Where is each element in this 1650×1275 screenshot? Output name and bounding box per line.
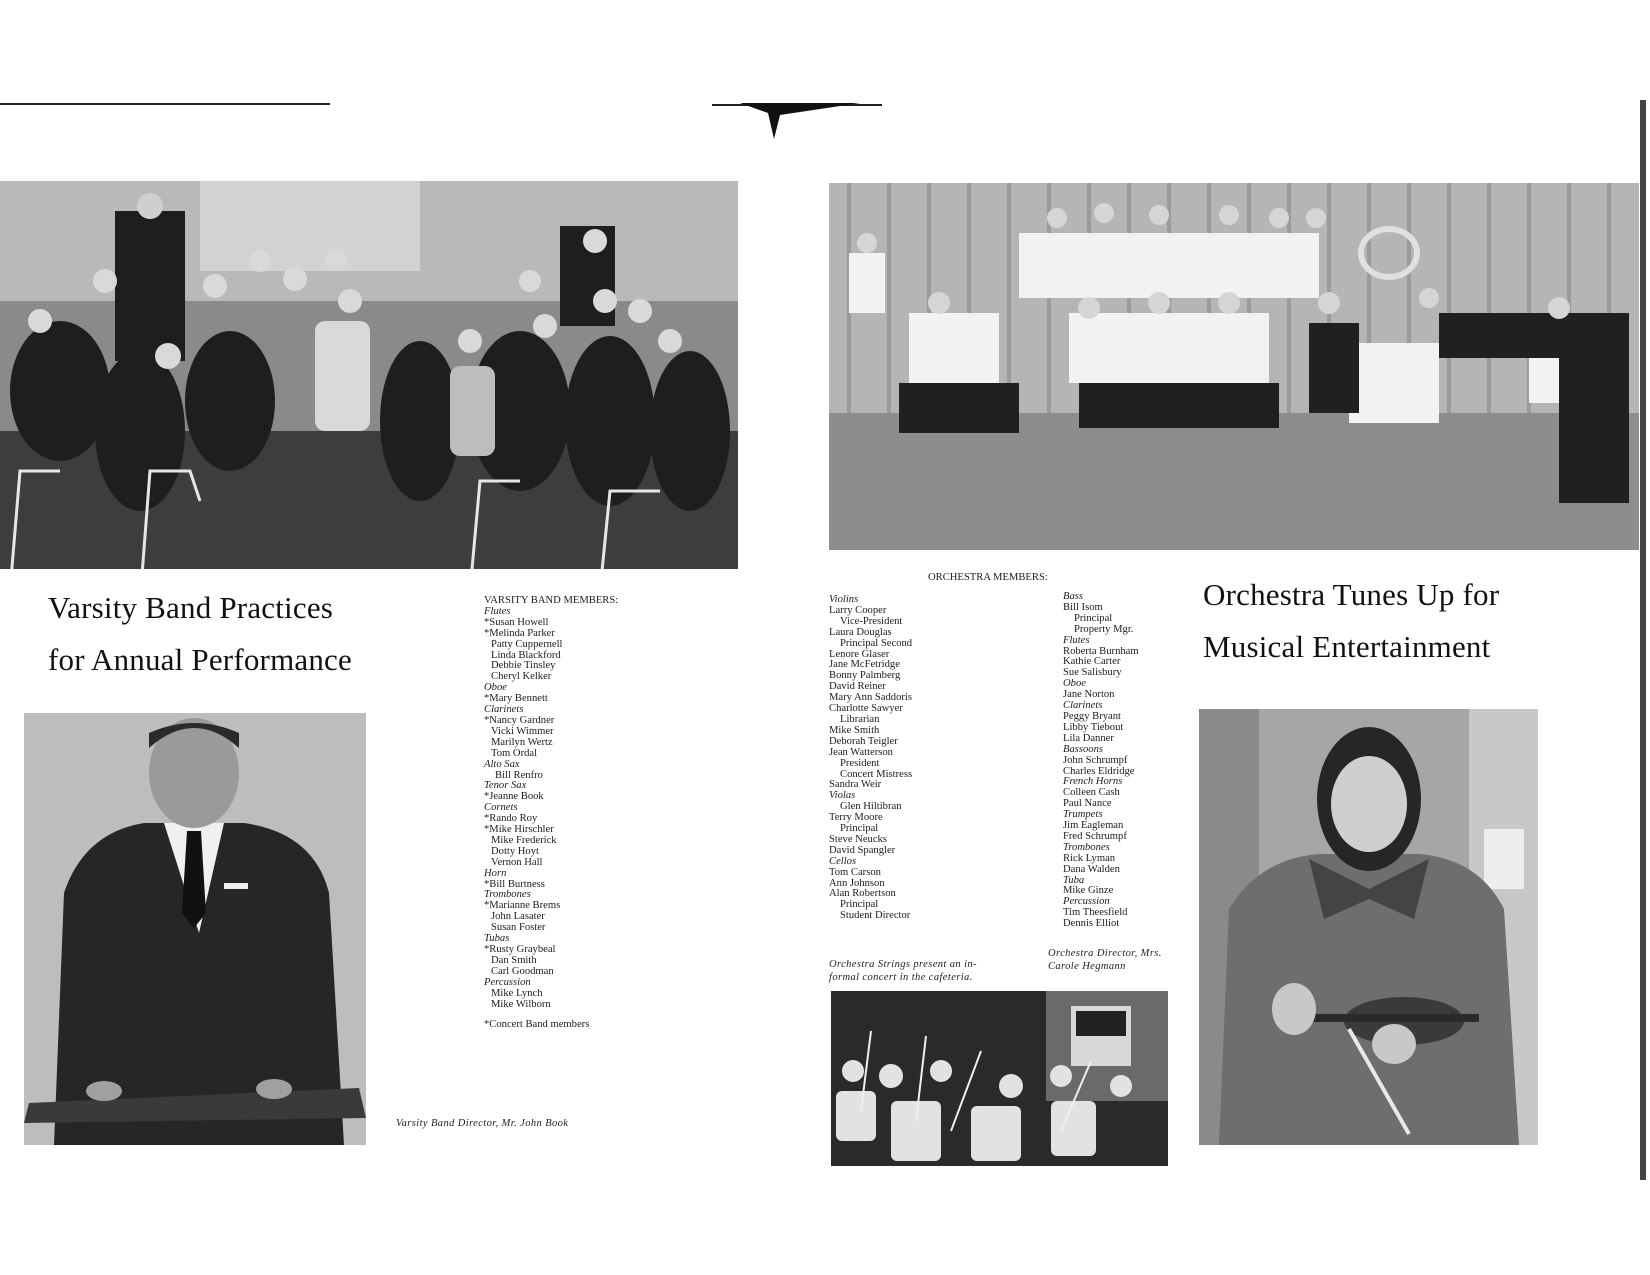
orchestra-group-photo	[829, 183, 1639, 550]
member-entry: Glen Hiltibran	[840, 801, 902, 813]
member-entry: Ann Johnson	[829, 877, 885, 889]
member-entry: Tim Theesfield	[1063, 907, 1128, 919]
right-scan-edge	[1640, 100, 1646, 1180]
member-entry: Principal	[1074, 612, 1113, 624]
orchestra-headline-line2: Musical Entertainment	[1203, 629, 1491, 664]
member-entry: Bill Renfro	[495, 769, 543, 781]
section-label: Alto Sax	[484, 758, 520, 770]
member-entry: Linda Blackford	[491, 649, 561, 661]
strings-caption	[829, 958, 977, 984]
orchestra-column-2-entries	[1063, 592, 1139, 930]
section-label: Trombones	[484, 889, 531, 901]
member-entry: Libby Tiebout	[1063, 721, 1124, 733]
member-entry: John Lasater	[491, 911, 545, 923]
orchestra-director-caption-line2: Carole Hegmann	[1048, 961, 1126, 972]
member-entry: Fred Schrumpf	[1063, 830, 1127, 842]
member-entry: Tom Carson	[829, 866, 881, 878]
member-entry: Colleen Cash	[1063, 787, 1120, 799]
member-entry: Paul Nance	[1063, 798, 1112, 810]
orchestra-director-caption	[1048, 947, 1162, 973]
member-entry: Jean Watterson	[829, 746, 893, 758]
section-label: Violins	[829, 594, 859, 605]
orchestra-director-photo	[1199, 709, 1538, 1145]
section-label: Trumpets	[1063, 809, 1103, 821]
band-footnote: *Concert Band members	[484, 1019, 590, 1031]
section-label: Flutes	[1063, 634, 1090, 646]
member-entry: Deborah Teigler	[829, 735, 898, 747]
member-entry: Dana Walden	[1063, 863, 1120, 875]
member-entry: Concert Mistress	[840, 768, 913, 780]
member-entry: David Reiner	[829, 681, 886, 693]
band-members-list	[484, 596, 618, 1031]
member-entry: President	[840, 757, 880, 769]
member-entry: Vernon Hall	[491, 856, 543, 868]
member-entry: Vice-President	[840, 615, 903, 627]
member-entry: *Mary Bennett	[484, 693, 548, 705]
binding-notch	[740, 103, 860, 143]
member-entry: Rick Lyman	[1063, 852, 1116, 864]
section-label: Percussion	[484, 976, 531, 988]
member-entry: *Bill Burtness	[484, 878, 545, 890]
section-label: Tuba	[1063, 874, 1085, 886]
member-entry: Lenore Glaser	[829, 648, 890, 660]
section-label: Bassoons	[1063, 743, 1104, 755]
section-label: Clarinets	[1063, 700, 1103, 712]
member-entry: Jane Norton	[1063, 689, 1115, 701]
member-entry: *Jeanne Book	[484, 791, 544, 803]
section-label: Tenor Sax	[484, 780, 527, 792]
member-entry: Tom Ordal	[491, 747, 538, 759]
section-label: Cellos	[829, 855, 857, 867]
band-headline	[48, 582, 352, 686]
orchestra-column-1	[829, 595, 912, 922]
member-entry: Dennis Elliot	[1063, 918, 1120, 930]
member-entry: Principal	[840, 899, 879, 911]
strings-caption-line1: Orchestra Strings present an in-	[829, 959, 977, 970]
member-entry: Dotty Hoyt	[491, 845, 539, 857]
member-entry: *Rusty Graybeal	[484, 944, 556, 955]
member-entry: Terry Moore	[829, 812, 883, 824]
section-label: Violas	[829, 790, 856, 802]
orchestra-headline-line1: Orchestra Tunes Up for	[1203, 577, 1500, 612]
member-entry: Carl Goodman	[491, 965, 554, 977]
member-entry: Patty Cuppernell	[491, 638, 563, 650]
member-entry: *Rando Roy	[484, 813, 538, 825]
member-entry: Dan Smith	[491, 954, 537, 966]
band-headline-line2: for Annual Performance	[48, 642, 352, 677]
member-entry: Mike Ginze	[1063, 885, 1114, 897]
orchestra-title: ORCHESTRA MEMBERS:	[928, 572, 1048, 583]
member-entry: Charlotte Sawyer	[829, 703, 903, 715]
section-label: French Horns	[1063, 776, 1123, 788]
member-entry: Larry Cooper	[829, 604, 887, 616]
member-entry: John Schrumpf	[1063, 754, 1128, 766]
orchestra-column-2	[1063, 592, 1139, 930]
member-entry: Property Mgr.	[1074, 623, 1134, 635]
member-entry: *Melinda Parker	[484, 627, 555, 639]
member-entry: Principal Second	[840, 637, 913, 649]
member-entry: Marilyn Wertz	[491, 736, 553, 748]
member-entry: Lila Danner	[1063, 732, 1114, 744]
member-entry: Jim Eagleman	[1063, 820, 1124, 832]
member-entry: Susan Foster	[491, 922, 546, 934]
member-entry: *Nancy Gardner	[484, 714, 555, 726]
member-entry: Roberta Burnham	[1063, 645, 1139, 657]
member-entry: Principal	[840, 823, 879, 835]
member-entry: Bonny Palmberg	[829, 670, 901, 682]
member-entry: Mike Frederick	[491, 834, 557, 846]
member-entry: Vicki Wimmer	[491, 725, 554, 737]
member-entry: *Susan Howell	[484, 616, 549, 628]
section-label: Trombones	[1063, 841, 1110, 853]
section-label: Percussion	[1063, 896, 1110, 908]
member-entry: Mary Ann Saddoris	[829, 692, 912, 704]
member-entry: Bill Isom	[1063, 601, 1103, 613]
member-entry: Debbie Tinsley	[491, 660, 556, 672]
member-entry: Cheryl Kelker	[491, 671, 552, 683]
section-label: Clarinets	[484, 704, 524, 716]
section-label: Flutes	[484, 605, 511, 617]
member-entry: Mike Smith	[829, 724, 880, 736]
orchestra-director-caption-line1: Orchestra Director, Mrs.	[1048, 948, 1162, 959]
band-members-title: VARSITY BAND MEMBERS:	[484, 595, 619, 606]
band-members-entries	[484, 607, 618, 1011]
member-entry: *Marianne Brems	[484, 900, 561, 912]
member-entry: Sue Salisbury	[1063, 667, 1122, 679]
band-director-caption: Varsity Band Director, Mr. John Book	[396, 1118, 569, 1129]
member-entry: Kathie Carter	[1063, 656, 1121, 668]
band-group-photo	[0, 181, 738, 569]
member-entry: Charles Eldridge	[1063, 765, 1135, 777]
strings-cafeteria-photo	[831, 991, 1168, 1166]
member-entry: Student Director	[840, 910, 911, 922]
orchestra-members-title	[928, 573, 1048, 584]
top-scan-edge-left	[0, 103, 330, 105]
member-entry: Jane McFetridge	[829, 659, 900, 671]
member-entry: Mike Wilborn	[491, 998, 551, 1010]
member-entry: Mike Lynch	[491, 987, 543, 999]
section-label: Oboe	[1063, 678, 1086, 690]
member-entry: Laura Douglas	[829, 626, 892, 638]
member-entry: Alan Robertson	[829, 888, 896, 900]
section-label: Oboe	[484, 682, 507, 694]
member-entry: Librarian	[840, 713, 880, 725]
orchestra-column-1-entries	[829, 595, 912, 922]
band-director-photo	[24, 713, 366, 1145]
section-label: Bass	[1063, 591, 1084, 602]
section-label: Tubas	[484, 933, 510, 945]
member-entry: *Mike Hirschler	[484, 824, 554, 836]
strings-caption-line2: formal concert in the cafeteria.	[829, 972, 973, 983]
member-entry: Steve Neucks	[829, 833, 887, 845]
member-entry: David Spangler	[829, 844, 896, 856]
orchestra-headline	[1203, 569, 1499, 673]
section-label: Horn	[484, 867, 507, 879]
member-entry: Sandra Weir	[829, 779, 882, 791]
member-entry: Peggy Bryant	[1063, 710, 1121, 722]
section-label: Cornets	[484, 802, 518, 814]
band-headline-line1: Varsity Band Practices	[48, 590, 334, 625]
